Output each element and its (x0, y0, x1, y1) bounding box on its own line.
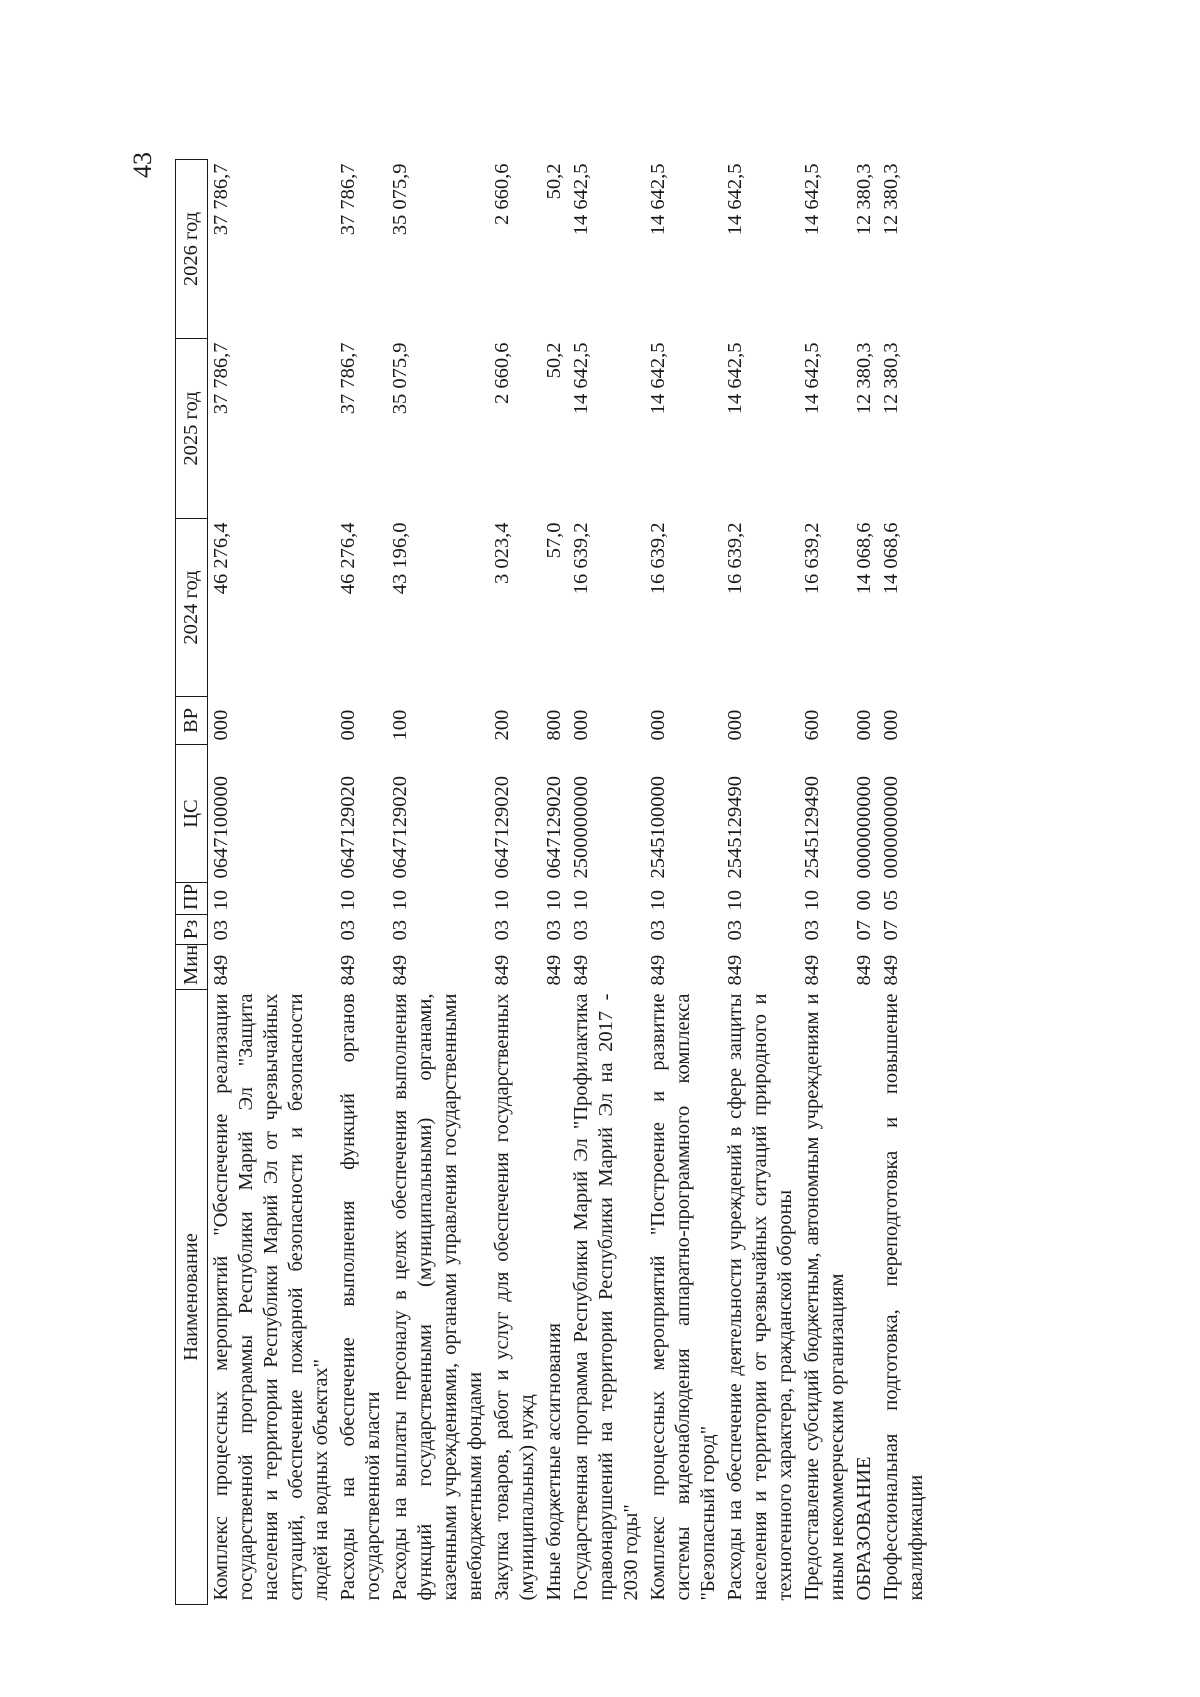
row-2026: 14 642,5 (801, 163, 823, 236)
row-rz: 03 (337, 920, 359, 941)
header-vr: ВР (176, 697, 208, 745)
header-cs: ЦС (176, 745, 208, 883)
row-2025: 14 642,5 (570, 342, 592, 415)
row-min: 849 (491, 954, 513, 986)
row-2026: 35 075,9 (389, 163, 411, 236)
row-name: Расходы на обеспечение выполнения функций органов государственной власти (337, 993, 384, 1601)
row-pr: 10 (389, 890, 411, 911)
row-min: 849 (389, 954, 411, 986)
row-vr: 000 (570, 709, 592, 741)
row-2024: 16 639,2 (724, 522, 746, 595)
row-vr: 200 (491, 709, 513, 741)
row-2026: 14 642,5 (647, 163, 669, 236)
row-2024: 57,0 (543, 522, 565, 559)
row-2024: 46 276,4 (337, 522, 359, 595)
row-cs: 2500000000 (570, 776, 592, 879)
row-rz: 07 (853, 920, 875, 941)
row-2026: 37 786,7 (210, 163, 232, 236)
row-cs: 0000000000 (853, 776, 875, 879)
row-2025: 12 380,3 (853, 342, 875, 415)
table-row (722, 160, 799, 1605)
row-cs: 0647129020 (491, 776, 513, 879)
row-2024: 16 639,2 (570, 522, 592, 595)
table-row (851, 160, 878, 1605)
row-vr: 800 (543, 709, 565, 741)
row-cs: 0647129020 (337, 776, 359, 879)
row-pr: 10 (543, 890, 565, 911)
row-2026: 14 642,5 (570, 163, 592, 236)
table-row (878, 160, 930, 1605)
page-number: 43 (128, 152, 157, 178)
row-2025: 50,2 (543, 342, 565, 379)
table-row (208, 160, 336, 1605)
header-name: Наименование (176, 990, 208, 1605)
row-cs: 2545100000 (647, 776, 669, 879)
row-pr: 10 (491, 890, 513, 911)
row-vr: 000 (880, 709, 902, 741)
row-rz: 03 (543, 920, 565, 941)
budget-table (175, 159, 930, 1605)
row-2024: 43 196,0 (389, 522, 411, 595)
row-name: Расходы на выплаты персоналу в целях обеспечения выполнения функций государственными (муниципальными) органами, казенными учреждениями, органами управления государственными внебюджетными фондами (389, 993, 486, 1601)
header-2026: 2026 год (176, 160, 208, 339)
row-2026: 37 786,7 (337, 163, 359, 236)
row-rz: 03 (389, 920, 411, 941)
row-2026: 50,2 (543, 163, 565, 200)
row-name: Комплекс процессных мероприятий "Построение и развитие системы видеонаблюдения аппаратно-программного комплекса "Безопасный город" (647, 993, 719, 1601)
row-min: 849 (210, 954, 232, 986)
table-row (645, 160, 722, 1605)
row-rz: 03 (647, 920, 669, 941)
header-2024: 2024 год (176, 519, 208, 697)
row-min: 849 (543, 954, 565, 986)
row-vr: 000 (724, 709, 746, 741)
row-2025: 14 642,5 (801, 342, 823, 415)
table-row (387, 160, 489, 1605)
row-name: Расходы на обеспечение деятельности учреждений в сфере защиты населения и территории от чрезвычайных ситуаций природного и техногенного характера, гражданской обороны (724, 993, 796, 1601)
row-min: 849 (570, 954, 592, 986)
row-pr: 00 (853, 890, 875, 911)
row-min: 849 (647, 954, 669, 986)
row-2025: 14 642,5 (724, 342, 746, 415)
row-min: 849 (880, 954, 902, 986)
row-2025: 37 786,7 (210, 342, 232, 415)
row-2025: 37 786,7 (337, 342, 359, 415)
row-name: Иные бюджетные ассигнования (543, 1322, 565, 1601)
table-row (799, 160, 851, 1605)
header-rz: Рз (176, 915, 208, 945)
table-row (568, 160, 645, 1605)
row-vr: 000 (647, 709, 669, 741)
row-2026: 12 380,3 (853, 163, 875, 236)
row-min: 849 (337, 954, 359, 986)
header-2025: 2025 год (176, 339, 208, 519)
row-2024: 16 639,2 (801, 522, 823, 595)
row-min: 849 (853, 954, 875, 986)
row-2024: 14 068,6 (880, 522, 902, 595)
row-cs: 2545129490 (724, 776, 746, 879)
row-2024: 16 639,2 (647, 522, 669, 595)
row-name: Закупка товаров, работ и услуг для обеспечения государственных (муниципальных) нужд (491, 993, 538, 1601)
row-name: Профессиональная подготовка, переподготовка и повышение квалификации (880, 993, 927, 1601)
row-vr: 100 (389, 709, 411, 741)
row-2024: 3 023,4 (491, 522, 513, 584)
row-name: Государственная программа Республики Марий Эл "Профилактика правонарушений на территории Республики Марий Эл на 2017 - 2030 годы" (570, 993, 642, 1601)
row-min: 849 (724, 954, 746, 986)
row-2024: 46 276,4 (210, 522, 232, 595)
row-vr: 000 (337, 709, 359, 741)
row-2025: 14 642,5 (647, 342, 669, 415)
row-pr: 05 (880, 890, 902, 911)
row-2025: 12 380,3 (880, 342, 902, 415)
row-pr: 10 (570, 890, 592, 911)
row-pr: 10 (337, 890, 359, 911)
table-row (489, 160, 541, 1605)
header-pr: ПР (176, 883, 208, 915)
row-vr: 000 (853, 709, 875, 741)
row-min: 849 (801, 954, 823, 986)
header-min: Мин (176, 945, 208, 990)
row-2026: 14 642,5 (724, 163, 746, 236)
row-pr: 10 (647, 890, 669, 911)
budget-table-container (175, 160, 1025, 1605)
row-cs: 0647129020 (389, 776, 411, 879)
table-row (335, 160, 387, 1605)
row-cs: 0000000000 (880, 776, 902, 879)
table-row (541, 160, 568, 1605)
row-rz: 03 (491, 920, 513, 941)
row-vr: 600 (801, 709, 823, 741)
row-pr: 10 (801, 890, 823, 911)
row-name: Комплекс процессных мероприятий "Обеспечение реализации государственной программы Республики Марий Эл "Защита населения и территории Республики Марий Эл от чрезвычайных ситуаций, обеспечение пожарной безопасности и безопасности людей на водных объектах" (210, 993, 332, 1601)
row-pr: 10 (724, 890, 746, 911)
row-rz: 03 (801, 920, 823, 941)
row-name: ОБРАЗОВАНИЕ (853, 1456, 875, 1601)
row-rz: 03 (210, 920, 232, 941)
row-rz: 07 (880, 920, 902, 941)
table-header-row (176, 160, 208, 1605)
row-2024: 14 068,6 (853, 522, 875, 595)
row-pr: 10 (210, 890, 232, 911)
row-2025: 2 660,6 (491, 342, 513, 404)
row-vr: 000 (210, 709, 232, 741)
row-cs: 2545129490 (801, 776, 823, 879)
row-name: Предоставление субсидий бюджетным, автономным учреждениям и иным некоммерческим организациям (801, 993, 848, 1601)
row-2025: 35 075,9 (389, 342, 411, 415)
row-2026: 12 380,3 (880, 163, 902, 236)
row-rz: 03 (724, 920, 746, 941)
row-2026: 2 660,6 (491, 163, 513, 225)
row-rz: 03 (570, 920, 592, 941)
row-cs: 0647129020 (543, 776, 565, 879)
row-cs: 0647100000 (210, 776, 232, 879)
